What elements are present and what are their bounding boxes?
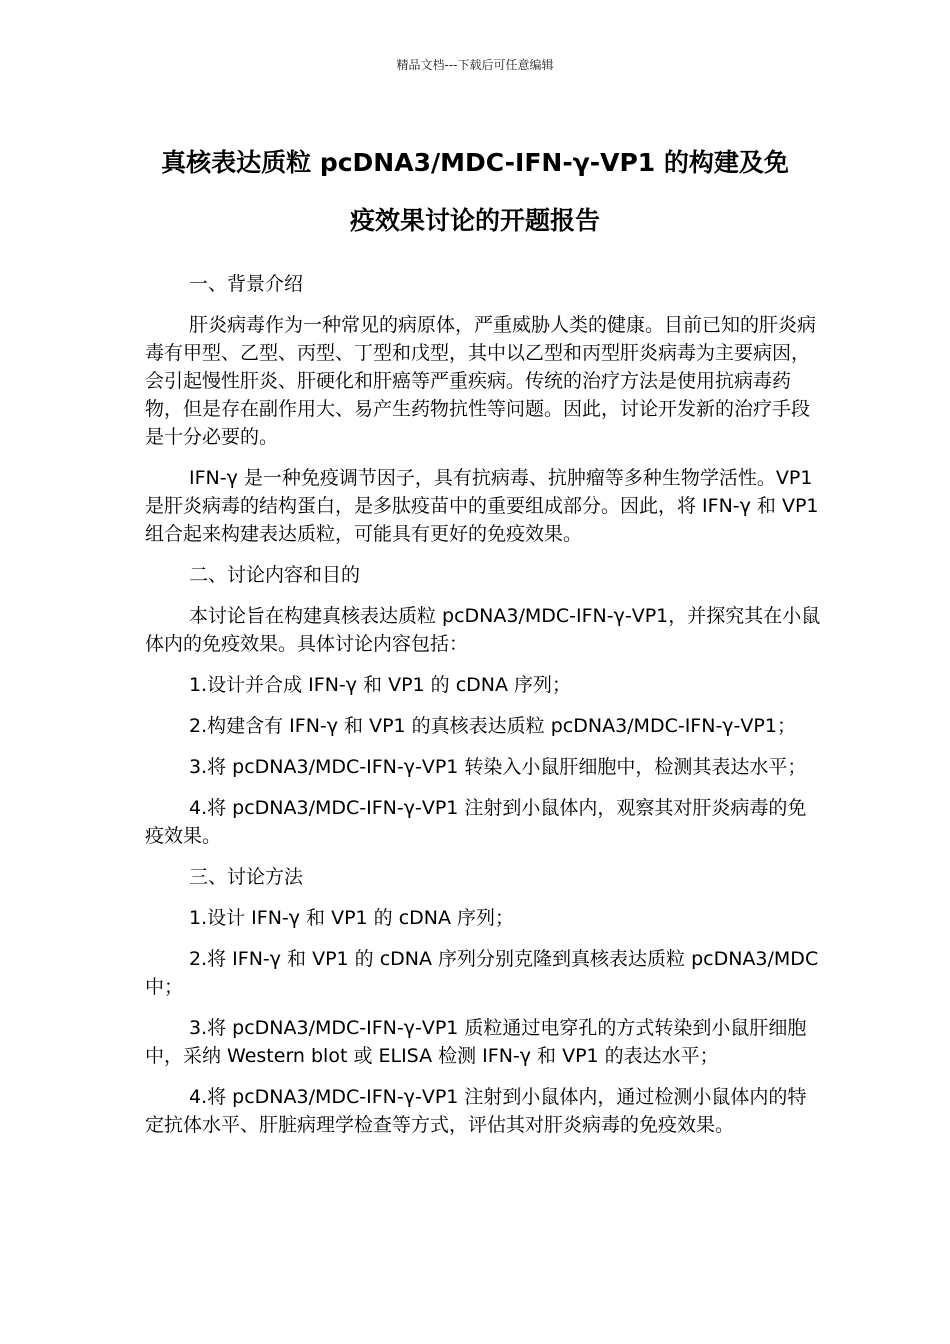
paragraph: IFN-γ 是一种免疫调节因子，具有抗病毒、抗肿瘤等多种生物学活性。VP1 是肝炎病毒的结构蛋白，是多肽疫苗中的重要组成部分。因此，将 IFN-γ 和 VP1 组合起来构建表达质粒，可能具有更好的免疫效果。 [145,467,819,545]
section-heading-content-and-purpose: 二、讨论内容和目的 [189,564,361,586]
list-item: 2.构建含有 IFN-γ 和 VP1 的真核表达质粒 pcDNA3/MDC-IFN-γ-VP1； [189,715,796,737]
paragraph: 本讨论旨在构建真核表达质粒 pcDNA3/MDC-IFN-γ-VP1，并探究其在小鼠体内的免疫效果。具体讨论内容包括： [145,605,821,655]
list-item: 3.将 pcDNA3/MDC-IFN-γ-VP1 质粒通过电穿孔的方式转染到小鼠肝细胞中，采纳 Western blot 或 ELISA 检测 IFN-γ 和 VP1 的表达水平； [145,1017,807,1067]
page-header: 精品文档---下载后可任意编辑 [396,58,554,72]
section-heading-methods: 三、讨论方法 [189,866,304,888]
list-item: 4.将 pcDNA3/MDC-IFN-γ-VP1 注射到小鼠体内，观察其对肝炎病毒的免疫效果。 [145,797,807,847]
list-item: 4.将 pcDNA3/MDC-IFN-γ-VP1 注射到小鼠体内，通过检测小鼠体内的特定抗体水平、肝脏病理学检查等方式，评估其对肝炎病毒的免疫效果。 [145,1086,807,1136]
title-line-2: 疫效果讨论的开题报告 [349,206,600,235]
section-heading-background: 一、背景介绍 [189,273,304,295]
title-line-1: 真核表达质粒 pcDNA3/MDC-IFN-γ-VP1 的构建及免 [161,148,789,177]
document-title [110,134,840,250]
list-item: 1.设计 IFN-γ 和 VP1 的 cDNA 序列； [189,907,515,929]
list-item: 3.将 pcDNA3/MDC-IFN-γ-VP1 转染入小鼠肝细胞中，检测其表达水平； [189,756,807,778]
paragraph: 肝炎病毒作为一种常见的病原体，严重威胁人类的健康。目前已知的肝炎病毒有甲型、乙型、丙型、丁型和戊型，其中以乙型和丙型肝炎病毒为主要病因，会引起慢性肝炎、肝硬化和肝癌等严重疾病。传统的治疗方法是使用抗病毒药物，但是存在副作用大、易产生药物抗性等问题。因此，讨论开发新的治疗手段是十分必要的。 [145,314,817,448]
list-item: 1.设计并合成 IFN-γ 和 VP1 的 cDNA 序列； [189,674,572,696]
list-item: 2.将 IFN-γ 和 VP1 的 cDNA 序列分别克隆到真核表达质粒 pcDNA3/MDC 中； [145,948,819,998]
document-body [145,270,825,1152]
